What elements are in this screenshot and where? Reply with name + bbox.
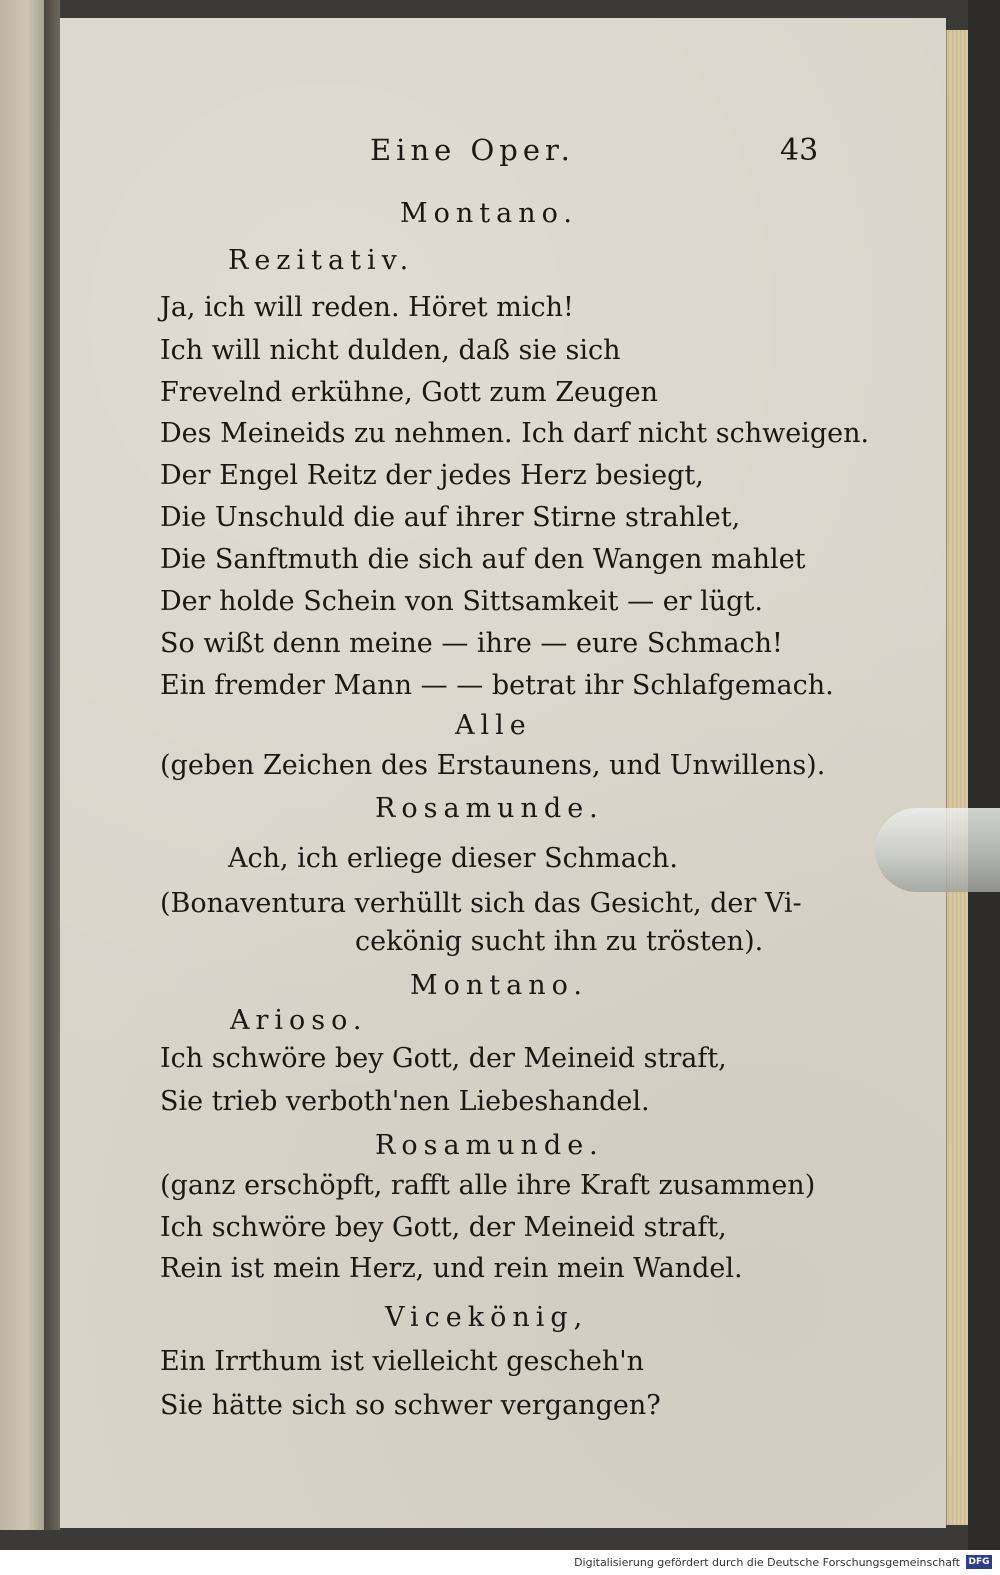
running-title: Eine Oper. xyxy=(370,133,575,167)
speaker-name: Montano. xyxy=(400,198,578,229)
speaker-name: Vicekönig, xyxy=(385,1302,589,1333)
verse-line: Ein Irrthum ist vielleicht gescheh'n xyxy=(160,1346,645,1377)
footer-credit: Digitalisierung gefördert durch die Deutsche Forschungsgemeinschaft xyxy=(574,1556,960,1569)
dfg-logo: DFG xyxy=(966,1555,992,1569)
verse-line: Der holde Schein von Sittsamkeit — er lügt. xyxy=(160,586,763,617)
verse-line: Ja, ich will reden. Höret mich! xyxy=(160,292,574,323)
stage-direction: (ganz erschöpft, rafft alle ihre Kraft zusammen) xyxy=(160,1170,816,1201)
stage-direction: cekönig sucht ihn zu trösten). xyxy=(355,926,764,957)
page-stack-edge xyxy=(946,30,969,1525)
verse-line: Ich schwöre bey Gott, der Meineid straft, xyxy=(160,1043,727,1074)
speaker-name: Rosamunde. xyxy=(375,1130,604,1161)
verse-line: So wißt denn meine — ihre — eure Schmach! xyxy=(160,628,783,659)
stage-direction: Arioso. xyxy=(230,1005,368,1036)
footer-bar xyxy=(0,1550,1000,1575)
verse-line: Ein fremder Mann — — betrat ihr Schlafgemach. xyxy=(160,670,834,701)
book-gutter xyxy=(44,0,60,1530)
verse-line: Ich schwöre bey Gott, der Meineid straft, xyxy=(160,1212,727,1243)
verse-line: Ach, ich erliege dieser Schmach. xyxy=(228,843,678,874)
verse-line: Rein ist mein Herz, und rein mein Wandel. xyxy=(160,1253,743,1284)
verse-line: Frevelnd erkühne, Gott zum Zeugen xyxy=(160,377,658,408)
verse-line: Die Unschuld die auf ihrer Stirne strahlet, xyxy=(160,502,741,533)
page-clip xyxy=(875,808,1000,892)
speaker-name: Rosamunde. xyxy=(375,793,604,824)
stage-direction: Rezitativ. xyxy=(228,245,415,276)
verse-line: Des Meineids zu nehmen. Ich darf nicht schweigen. xyxy=(160,418,870,449)
facing-page-edge xyxy=(0,0,46,1530)
speaker-name: Alle xyxy=(455,710,532,741)
verse-line: Sie trieb verboth'nen Liebeshandel. xyxy=(160,1086,650,1117)
speaker-name: Montano. xyxy=(410,970,588,1001)
verse-line: Sie hätte sich so schwer vergangen? xyxy=(160,1390,661,1421)
stage-direction: (geben Zeichen des Erstaunens, und Unwillens). xyxy=(160,750,826,781)
background-right xyxy=(968,0,1000,1550)
verse-line: Der Engel Reitz der jedes Herz besiegt, xyxy=(160,460,704,491)
page-number: 43 xyxy=(780,133,819,168)
stage-direction: (Bonaventura verhüllt sich das Gesicht, der Vi- xyxy=(160,888,802,919)
verse-line: Die Sanftmuth die sich auf den Wangen mahlet xyxy=(160,544,806,575)
verse-line: Ich will nicht dulden, daß sie sich xyxy=(160,335,621,366)
